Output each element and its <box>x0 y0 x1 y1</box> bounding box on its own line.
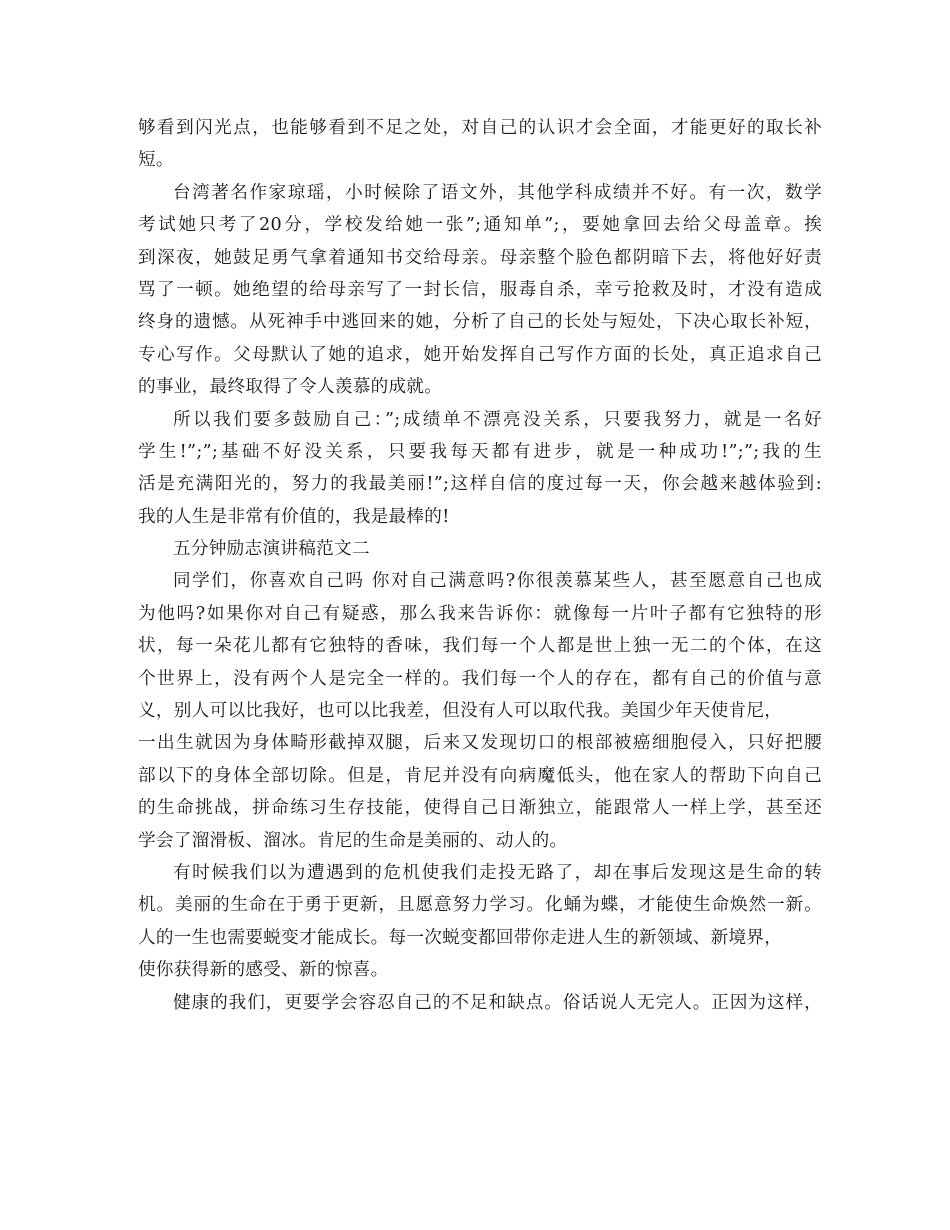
body-text <box>138 112 822 1019</box>
text-line: 有时候我们以为遭遇到的危机使我们走投无路了，却在事后发现这是生命的转 <box>173 862 822 883</box>
text-line: 部以下的身体全部切除。但是，肯尼并没有向病魔低头，他在家人的帮助下向自己 <box>138 765 822 786</box>
text-line: 同学们，你喜欢自己吗 你对自己满意吗?你很羡慕某些人，甚至愿意自己也成 <box>173 571 822 592</box>
text-line: 状，每一朵花儿都有它独特的香味，我们每一个人都是世上独一无二的个体，在这 <box>138 636 822 657</box>
text-line: 一出生就因为身体畸形截掉双腿，后来又发现切口的根部被癌细胞侵入，只好把腰 <box>138 733 822 754</box>
text-line: 终身的遗憾。从死神手中逃回来的她，分析了自己的长处与短处，下决心取长补短， <box>138 312 822 333</box>
text-line: 个世界上，没有两个人是完全一样的。我们每一个人的存在，都有自己的价值与意 <box>138 668 822 689</box>
text-line: 机。美丽的生命在于勇于更新，且愿意努力学习。化蛹为蝶，才能使生命焕然一新。 <box>138 895 822 916</box>
text-line: 活是充满阳光的，努力的我最美丽!”;这样自信的度过每一天，你会越来越体验到: <box>138 474 822 495</box>
text-line: 台湾著名作家琼瑶，小时候除了语文外，其他学科成绩并不好。有一次，数学 <box>173 182 822 203</box>
text-line: 的事业，最终取得了令人羡慕的成就。 <box>138 377 443 398</box>
text-line: 的生命挑战，拼命练习生存技能，使得自己日渐独立，能跟常人一样上学，甚至还 <box>138 798 822 819</box>
text-line: 人的一生也需要蜕变才能成长。每一次蜕变都回带你走进人生的新领域、新境界， <box>138 927 783 948</box>
text-line: 我的人生是非常有价值的，我是最棒的! <box>138 506 450 527</box>
text-line: 到深夜，她鼓足勇气拿着通知书交给母亲。母亲整个脸色都阴暗下去，将他好好责 <box>138 247 822 268</box>
text-line: 短。 <box>138 150 174 171</box>
text-line: 健康的我们，更要学会容忍自己的不足和缺点。俗话说人无完人。正因为这样， <box>173 992 822 1013</box>
text-line: 骂了一顿。她绝望的给母亲写了一封长信，服毒自杀，幸亏抢救及时，才没有造成 <box>138 279 822 300</box>
text-line: 使你获得新的感受、新的惊喜。 <box>138 960 389 981</box>
text-line: 学会了溜滑板、溜冰。肯尼的生命是美丽的、动人的。 <box>138 830 568 851</box>
section-heading: 五分钟励志演讲稿范文二 <box>173 539 370 560</box>
text-line: 所以我们要多鼓励自己：”;成绩单不漂亮没关系，只要我努力，就是一名好 <box>173 409 822 430</box>
text-line: 为他吗?如果你对自己有疑惑，那么我来告诉你：就像每一片叶子都有它独特的形 <box>138 603 822 624</box>
text-line: 考试她只考了20分，学校发给她一张”;通知单”;，要她拿回去给父母盖章。挨 <box>138 215 822 236</box>
text-line: 学生!”;”;基础不好没关系，只要我每天都有进步，就是一种成功!”;”;我的生 <box>138 441 822 462</box>
text-line: 义，别人可以比我好，也可以比我差，但没有人可以取代我。美国少年天使肯尼， <box>138 701 783 722</box>
text-line: 够看到闪光点，也能够看到不足之处，对自己的认识才会全面，才能更好的取长补 <box>138 118 822 138</box>
text-line: 专心写作。父母默认了她的追求，她开始发挥自己写作方面的长处，真正追求自己 <box>138 344 822 365</box>
